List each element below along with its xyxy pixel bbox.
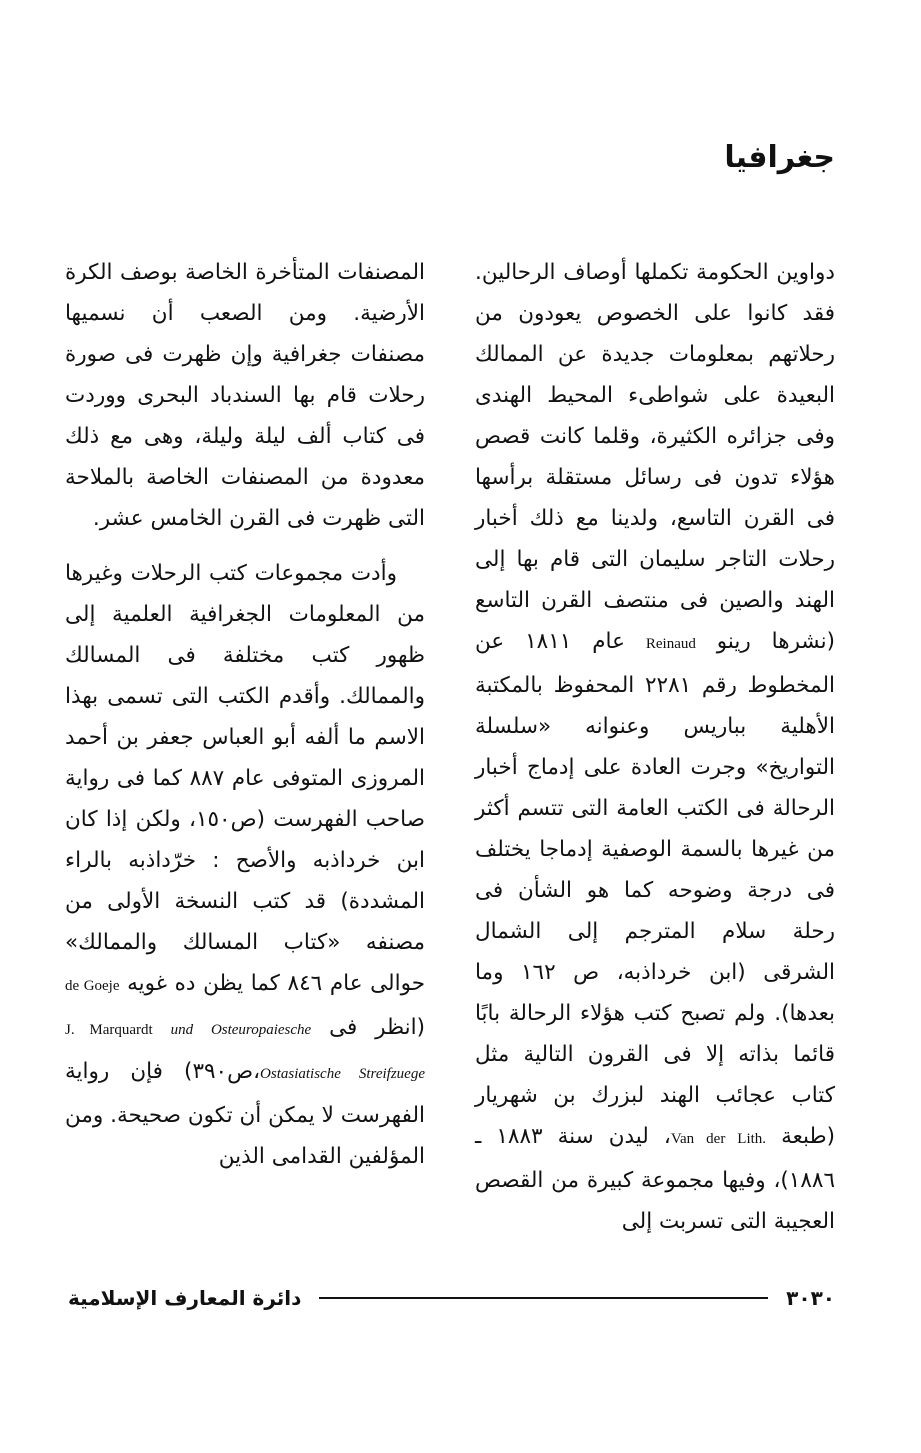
text-run: ،ص٣٩٠) فإن رواية الفهرست لا يمكن أن تكون صحيحة. ومن المؤلفين القدامى الذين xyxy=(65,1059,425,1169)
text-column-left xyxy=(65,252,425,1191)
latin-name-van-der-lith: Van der Lith. xyxy=(670,1131,767,1147)
text-run: عام ١٨١١ عن المخطوط رقم ٢٢٨١ المحفوظ بالمكتبة الأهلية بباريس وعنوانه «سلسلة التواريخ» وجرت العادة على إدماج أخبار الرحالة فى الكتب العامة التى تتسم أكثر من غيرها بالسمة الوصفية إدماجا يختلف فى درجة وضوحه كما هو الشأن فى رحلة سلام المترجم إلى الشمال الشرقى (ابن خرداذبه، ص ١٦٢ وما بعدها). ولم تصبح كتب هؤلاء الرحالة بابًا قائما بذاته إلا فى القرون التالية مثل كتاب عجائب الهند لبزرك بن شهريار (طبعة xyxy=(475,629,835,1149)
latin-title-osteuropaiesche: Osteuropaiesche xyxy=(210,1022,312,1038)
latin-name-de-goeje: de Goeje xyxy=(65,978,120,994)
paragraph xyxy=(475,252,835,1242)
paragraph xyxy=(65,553,425,1177)
text-run: دواوين الحكومة تكملها أوصاف الرحالين. فقد كانوا على الخصوص يعودون من رحلاتهم بمعلومات جديدة عن الممالك البعيدة على شواطىء المحيط الهندى وفى جزائره الكثيرة، وقلما كانت قصص هؤلاء تدون فى رسائل مستقلة برأسها فى القرن التاسع، ولدينا مع ذلك أخبار رحلات التاجر سليمان التى قام بها إلى الهند والصين فى منتصف القرن التاسع (نشرها رينو xyxy=(475,260,835,654)
footer-divider xyxy=(319,1297,768,1299)
latin-name-reinaud: Reinaud xyxy=(645,636,696,652)
text-run: وأدت مجموعات كتب الرحلات وغيرها من المعلومات الجغرافية العلمية إلى ظهور كتب مختلفة فى المسالك والممالك. وأقدم الكتب التى تسمى بهذا الاسم ما ألفه أبو العباس جعفر بن أحمد المروزى المتوفى عام ٨٨٧ كما فى رواية صاحب الفهرست (ص١٥٠، ولكن إذا كان ابن خرداذبه والأصح : خرّداذبه بالراء المشددة) قد كتب النسخة الأولى من مصنفه «كتاب المسالك والممالك» حوالى عام ٨٤٦ كما يظن ده غويه xyxy=(65,561,425,996)
footer-journal-title: دائرة المعارف الإسلامية xyxy=(68,1286,302,1310)
page-number: ٣٠٣٠ xyxy=(786,1286,835,1310)
text-column-right xyxy=(475,252,835,1256)
latin-name-marquardt: J. Marquardt xyxy=(65,1022,153,1038)
text-run: (انظر فى xyxy=(329,1015,425,1040)
text-run: ، ليدن سنة ١٨٨٣ ـ ١٨٨٦)، وفيها مجموعة كبيرة من القصص العجيبة التى تسربت إلى xyxy=(475,1124,835,1234)
latin-word-und: und xyxy=(170,1022,194,1038)
section-title: جغرافيا xyxy=(724,140,835,175)
page-footer xyxy=(68,1278,835,1318)
latin-title-ostasiatische: Ostasiatische Streifzuege xyxy=(260,1066,425,1082)
paragraph xyxy=(65,252,425,539)
text-run: المصنفات المتأخرة الخاصة بوصف الكرة الأرضية. ومن الصعب أن نسميها مصنفات جغرافية وإن ظهرت فى صورة رحلات قام بها السندباد البحرى ووردت فى كتاب ألف ليلة وليلة، وهى مع ذلك معدودة من المصنفات الخاصة بالملاحة التى ظهرت فى القرن الخامس عشر. xyxy=(65,260,425,531)
